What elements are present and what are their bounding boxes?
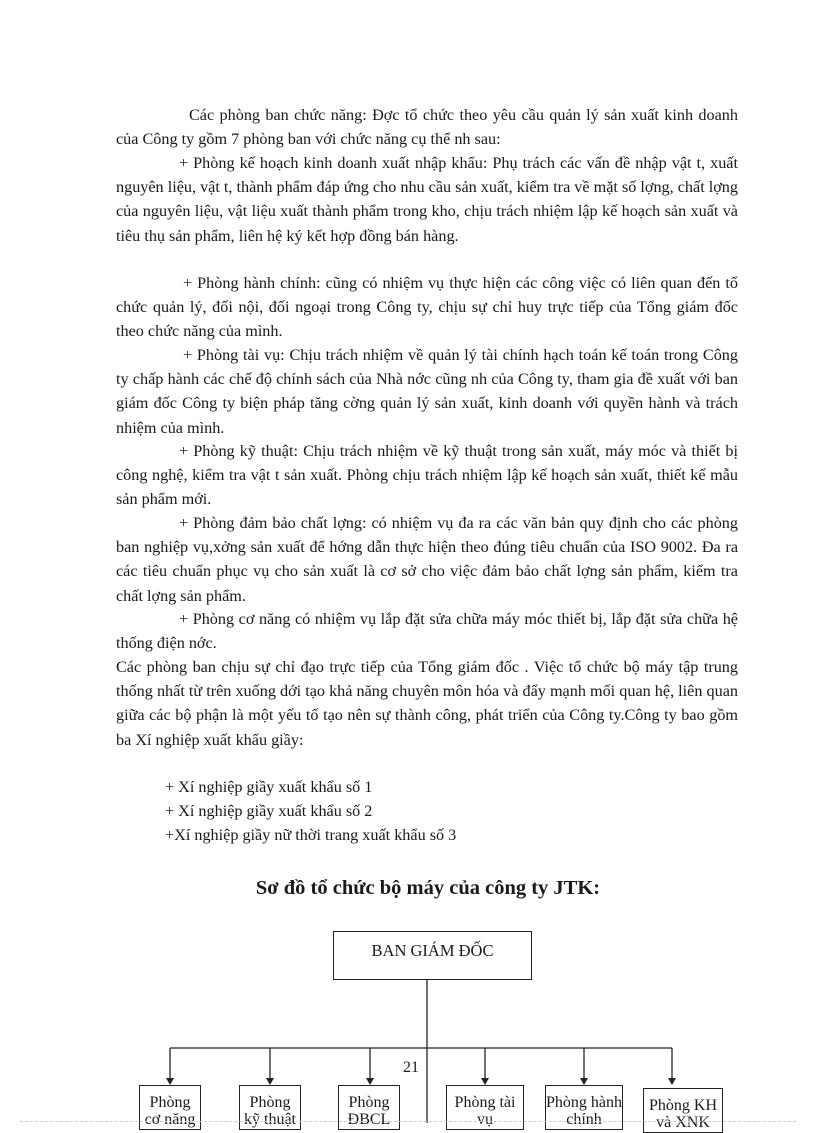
- dept-box-planning-import-export: Phòng KH và XNK: [643, 1088, 723, 1133]
- list-item: +Xí nghiệp giầy nữ thời trang xuất khẩu số 3: [165, 826, 457, 845]
- list-item: + Xí nghiệp giầy xuất khẩu số 2: [165, 802, 373, 821]
- dept-box-finance: Phòng tài vụ: [446, 1085, 524, 1130]
- paragraph-technical-dept: + Phòng kỹ thuật: Chịu trách nhiệm về kỹ thuật trong sản xuất, máy móc và thiết bị công nghệ, kiểm tra vật t sản xuất. Phòng chịu trách nhiệm lập kế hoạch sản xuất, thiết kế mẫu sản phẩm mới.: [116, 442, 738, 509]
- paragraph-management-summary: Các phòng ban chịu sự chỉ đạo trực tiếp của Tổng giám đốc . Việc tổ chức bộ máy tập trung thống nhất từ trên xuống dới tạo khả năng chuyên môn hóa và đẩy mạnh mối quan hệ, liên quan giữa các bộ phận là một yếu tố tạo nên sự thành công, phát triển của Công ty.Công ty bao gồm ba Xí nghiệp xuất khẩu giầy:: [116, 658, 738, 749]
- page-bottom-divider: [20, 1121, 796, 1122]
- paragraph-planning-dept: + Phòng kế hoạch kinh doanh xuất nhập khẩu: Phụ trách các vấn đề nhập vật t, xuất nguyên liệu, vật t, thành phẩm đáp ứng cho nhu cầu sản xuất, kiểm tra về mặt số lợng, chất lợng của nguyên liệu, vật liệu xuất thành phẩm trong kho, chịu trách nhiệm lập kế hoạch sản xuất và tiêu thụ sản phẩm, liên hệ ký kết hợp đồng bán hàng.: [116, 154, 738, 245]
- dept-box-quality: Phòng ĐBCL: [338, 1085, 400, 1130]
- list-item: + Xí nghiệp giầy xuất khẩu số 1: [165, 778, 373, 796]
- dept-box-administration: Phòng hành chính: [545, 1085, 623, 1130]
- dept-box-technical: Phòng kỹ thuật: [239, 1085, 301, 1130]
- paragraph-intro: Các phòng ban chức năng: Đợc tổ chức theo yêu cầu quản lý sản xuất kinh doanh của Công ty gồm 7 phòng ban với chức năng cụ thể nh sau:: [116, 106, 738, 149]
- paragraph-mechanical-dept: + Phòng cơ năng có nhiệm vụ lắp đặt sửa chữa máy móc thiết bị, lắp đặt sửa chữa hệ thống điện nớc.: [116, 610, 738, 653]
- page-number: 21: [403, 1059, 419, 1076]
- org-chart-heading: Sơ đồ tổ chức bộ máy của công ty JTK:: [255, 877, 601, 899]
- paragraph-quality-dept: + Phòng đảm bảo chất lợng: có nhiệm vụ đa ra các văn bản quy định cho các phòng ban nghiệp vụ,xởng sản xuất để hớng dẫn thực hiện theo đúng tiêu chuẩn của ISO 9002. Đa ra các tiêu chuẩn phục vụ cho sản xuất là cơ sở cho việc đảm bảo chất lợng sản phẩm, kiểm tra chất lợng sản phẩm.: [116, 514, 738, 605]
- dept-box-mechanical: Phòng cơ năng: [139, 1085, 201, 1130]
- board-of-directors-box: BAN GIÁM ĐỐC: [333, 931, 532, 980]
- paragraph-admin-dept: + Phòng hành chính: cũng có nhiệm vụ thực hiện các công việc có liên quan đến tổ chức quản lý, đối nội, đối ngoại trong Công ty, chịu sự chỉ huy trực tiếp của Tổng giám đốc theo chức năng của mình.: [116, 274, 738, 341]
- paragraph-finance-dept: + Phòng tài vụ: Chịu trách nhiệm về quản lý tài chính hạch toán kế toán trong Công ty chấp hành các chế độ chính sách của Nhà nớc cũng nh của Công ty, tham gia đề xuất với ban giám đốc Công ty biện pháp tăng cờng quản lý sản xuất, kinh doanh với quyền hành và trách nhiệm của mình.: [116, 346, 738, 437]
